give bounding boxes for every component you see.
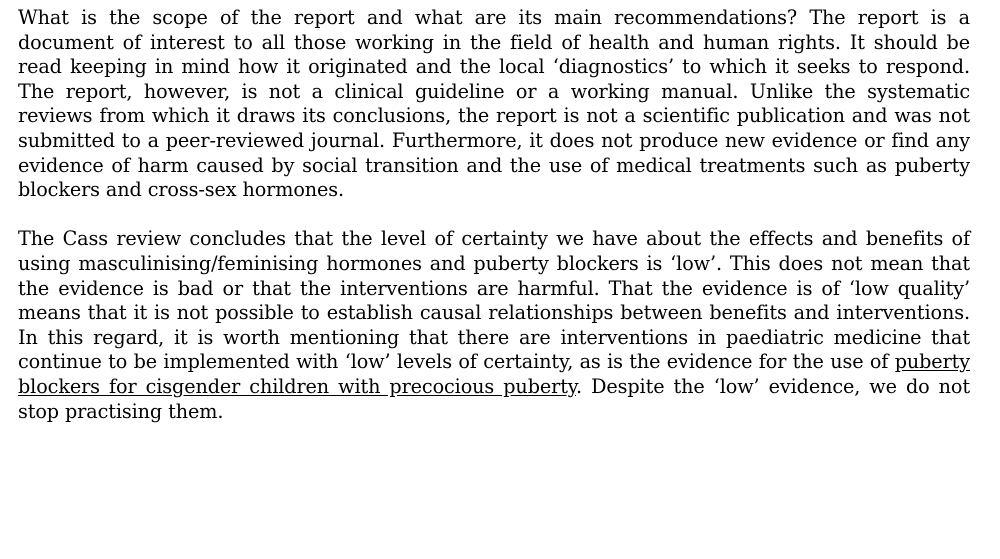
paragraph-scope: What is the scope of the report and what are its main recommendations? The report is a document of interest to all those working in the field of health and human rights. It should be read keeping in mind how it originated and the local ‘diagnostics’ to which it seeks to respond. The report, however, is not a clinical guideline or a working manual. Unlike the systematic reviews from which it draws its conclusions, the report is not a scientific publication and was not submitted to a peer-reviewed journal. Furthermore, it does not produce new evidence or find any evidence of harm caused by social transition and the use of medical treatments such as puberty blockers and cross-sex hormones. <box>18 6 970 202</box>
precocious-puberty-link[interactable]: puberty blockers for cisgender children with precocious puberty <box>18 350 970 398</box>
document-body <box>18 6 970 424</box>
paragraph-cass-review <box>18 227 970 424</box>
paragraph-text-before-link: The Cass review concludes that the level of certainty we have about the effects and benefits of using masculinising/feminising hormones and puberty blockers is ‘low’. This does not mean that the evidence is bad or that the interventions are harmful. That the evidence is of ‘low quality’ means that it is not possible to establish causal relationships between benefits and interventions. In this regard, it is worth mentioning that there are interventions in paediatric medicine that continue to be implemented with ‘low’ levels of certainty, as is the evidence for the use of <box>18 227 970 374</box>
paragraph-text-after-link: . Despite the ‘low’ evidence, we do not stop practising them. <box>18 374 970 423</box>
